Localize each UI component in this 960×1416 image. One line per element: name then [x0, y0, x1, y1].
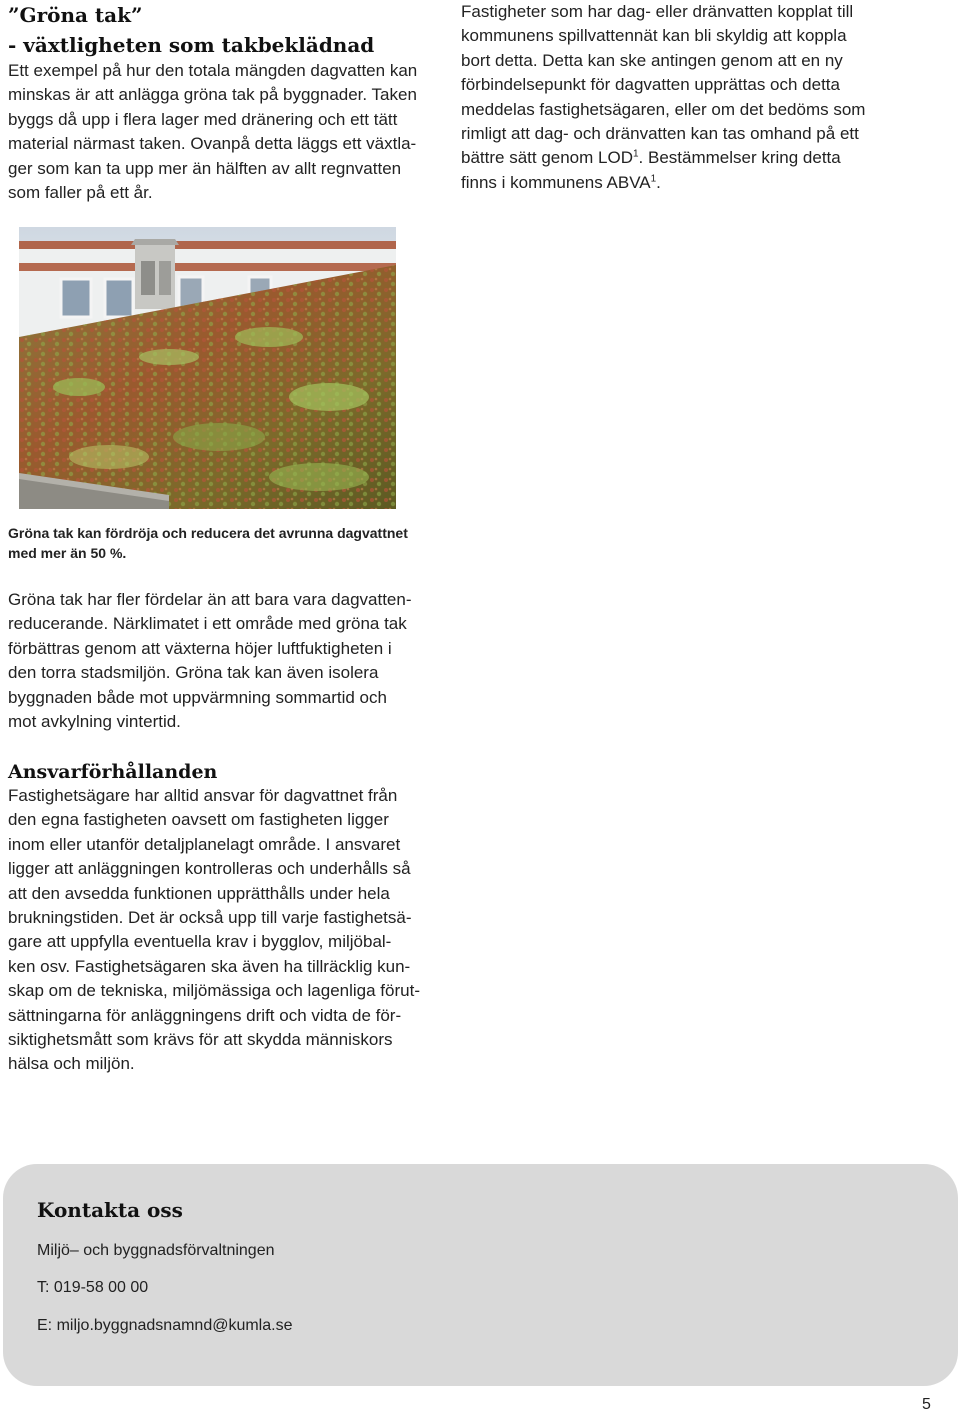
benefits-paragraph: [8, 588, 456, 734]
lod-text-rest: . Bestämmelser kring detta: [638, 148, 841, 168]
title-line-2: - växtligheten som takbeklädnad: [8, 33, 375, 57]
benefits-line: reducerande. Närklimatet i ett område med gröna tak: [8, 614, 407, 634]
page-number: 5: [922, 1396, 931, 1413]
contact-title: Kontakta oss: [37, 1198, 183, 1222]
green-roof-photo: [19, 227, 396, 509]
intro-line: Ett exempel på hur den totala mängden dagvatten kan: [8, 61, 418, 80]
responsibility-line: den egna fastigheten oavsett om fastigheten ligger: [8, 810, 389, 830]
intro-paragraph: [8, 59, 456, 205]
right-line: meddelas fastighetsägaren, eller om det bedöms som: [461, 99, 866, 119]
benefits-line: den torra stadsmiljön. Gröna tak kan även isolera: [8, 663, 379, 683]
lod-text: bättre sätt genom LOD: [461, 148, 633, 168]
right-line-abva: [461, 171, 941, 195]
contact-email[interactable]: E: miljo.byggnadsnamnd@kumla.se: [37, 1317, 293, 1334]
responsibility-line: gare att uppfylla eventuella krav i bygglov, miljöbal-: [8, 932, 392, 952]
contact-organization: Miljö– och byggnadsförvaltningen: [37, 1242, 275, 1259]
intro-line: minskas är att anlägga gröna tak på byggnader. Taken: [8, 85, 417, 105]
caption-line: med mer än 50 %.: [8, 544, 127, 561]
right-line: kommunens spillvattennät kan bli skyldig att koppla: [461, 26, 847, 46]
intro-line: byggs då upp i flera lager med dränering och ett tätt: [8, 109, 398, 129]
responsibility-line: brukningstiden. Det är också upp till varje fastighetsä-: [8, 908, 412, 928]
responsibility-line: ligger att anläggningen kontrolleras och underhålls så: [8, 859, 411, 879]
responsibility-heading: Ansvarförhållanden: [8, 761, 218, 783]
responsibility-line: hälsa och miljön.: [8, 1054, 135, 1074]
right-line: förbindelsepunkt för dagvatten upprättas och detta: [461, 75, 840, 95]
right-line: rimligt att dag- och dränvatten kan tas omhand på ett: [461, 124, 859, 144]
responsibility-line: skap om de tekniska, miljömässiga och lagenliga förut-: [8, 981, 420, 1001]
benefits-line: Gröna tak har fler fördelar än att bara vara dagvatten-: [8, 590, 412, 609]
responsibility-line: sättningarna för anläggningens drift och vidta de för-: [8, 1005, 402, 1025]
footnote-ref: 1: [650, 173, 657, 185]
photo-caption: [8, 524, 448, 563]
section-title: [8, 0, 448, 60]
responsibility-line: siktighetsmått som krävs för att skydda människors: [8, 1030, 393, 1050]
abva-text-rest: .: [656, 172, 661, 192]
responsibility-line: att den avsedda funktionen upprätthålls under hela: [8, 883, 390, 903]
benefits-line: byggnaden både mot uppvärmning sommartid och: [8, 687, 387, 707]
responsibility-paragraph: [8, 784, 458, 1077]
benefits-line: mot avkylning vintertid.: [8, 712, 181, 732]
responsibility-line: Fastighetsägare har alltid ansvar för dagvattnet från: [8, 786, 398, 805]
right-column-paragraph: [461, 0, 941, 195]
right-line-lod: [461, 146, 941, 170]
responsibility-line: ken osv. Fastighetsägaren ska även ha tillräcklig kun-: [8, 956, 411, 976]
caption-line: Gröna tak kan fördröja och reducera det avrunna dagvattnet: [8, 525, 408, 541]
benefits-line: förbättras genom att växterna höjer luftfuktigheten i: [8, 638, 392, 658]
contact-phone: T: 019-58 00 00: [37, 1279, 149, 1296]
right-line: Fastigheter som har dag- eller dränvatten kopplat till: [461, 2, 854, 21]
intro-line: material närmast taken. Ovanpå detta läggs ett växtla-: [8, 134, 417, 154]
title-line-1: ”Gröna tak”: [8, 3, 143, 27]
abva-text: finns i kommunens ABVA: [461, 172, 651, 192]
footnote-ref: 1: [632, 148, 639, 160]
intro-line: som faller på ett år.: [8, 183, 153, 203]
right-line: bort detta. Detta kan ske antingen genom att en ny: [461, 50, 843, 70]
responsibility-line: inom eller utanför detaljplanelagt område. I ansvaret: [8, 834, 401, 854]
intro-line: ger som kan ta upp mer än hälften av allt regnvatten: [8, 158, 402, 178]
